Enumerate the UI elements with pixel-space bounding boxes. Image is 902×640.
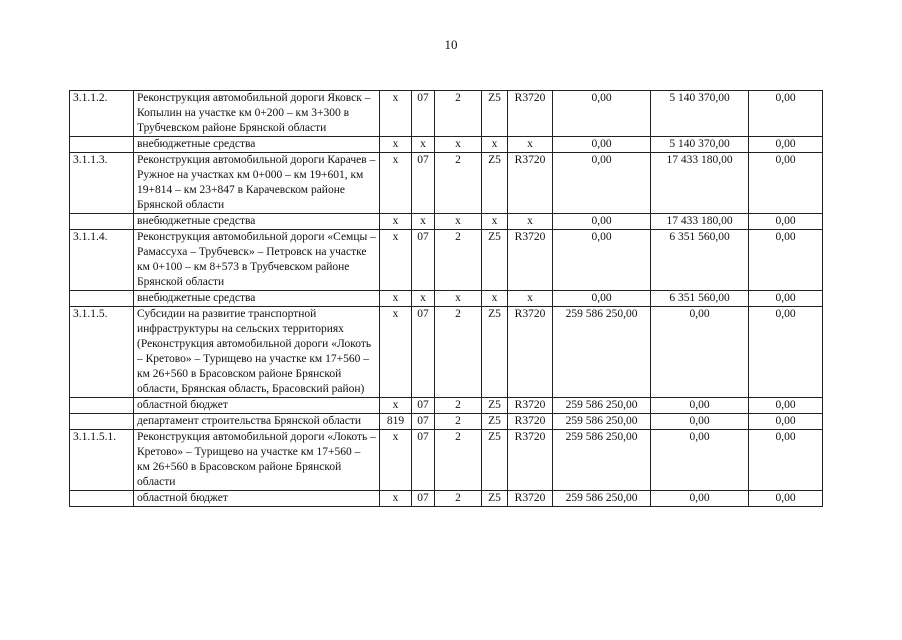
row-code: 3.1.1.5. — [70, 307, 134, 398]
row-section-code: x — [412, 214, 435, 230]
row-name: Реконструкция автомобильной дороги Яковск – Копылин на участке км 0+200 – км 3+300 в Трубчевском районе Брянской области — [134, 91, 380, 137]
row-section-code: 07 — [412, 430, 435, 491]
row-amount-year-1: 259 586 250,00 — [553, 491, 651, 507]
row-direction-code: R3720 — [508, 230, 553, 291]
row-direction-code: x — [508, 214, 553, 230]
row-name: внебюджетные средства — [134, 214, 380, 230]
row-name: внебюджетные средства — [134, 291, 380, 307]
row-amount-year-2: 17 433 180,00 — [651, 214, 749, 230]
table-row — [70, 430, 823, 491]
row-code — [70, 291, 134, 307]
row-subprogram-code: Z5 — [482, 230, 508, 291]
row-code — [70, 491, 134, 507]
row-amount-year-1: 0,00 — [553, 214, 651, 230]
row-program-code: x — [435, 137, 482, 153]
row-amount-year-3: 0,00 — [749, 491, 823, 507]
row-amount-year-2: 6 351 560,00 — [651, 291, 749, 307]
row-direction-code: R3720 — [508, 430, 553, 491]
row-admin-code: x — [380, 430, 412, 491]
row-program-code: 2 — [435, 398, 482, 414]
row-amount-year-3: 0,00 — [749, 307, 823, 398]
row-code — [70, 214, 134, 230]
row-direction-code: x — [508, 137, 553, 153]
row-direction-code: R3720 — [508, 307, 553, 398]
row-program-code: 2 — [435, 91, 482, 137]
row-amount-year-1: 0,00 — [553, 291, 651, 307]
table-row — [70, 230, 823, 291]
row-amount-year-3: 0,00 — [749, 414, 823, 430]
row-name: департамент строительства Брянской области — [134, 414, 380, 430]
row-subprogram-code: Z5 — [482, 414, 508, 430]
row-amount-year-3: 0,00 — [749, 398, 823, 414]
row-code: 3.1.1.2. — [70, 91, 134, 137]
row-name: Реконструкция автомобильной дороги «Семцы – Рамассуха – Трубчевск» – Петровск на участке км 0+100 – км 8+573 в Трубчевском районе Брянской области — [134, 230, 380, 291]
row-amount-year-3: 0,00 — [749, 137, 823, 153]
row-program-code: 2 — [435, 414, 482, 430]
row-code: 3.1.1.3. — [70, 153, 134, 214]
row-code — [70, 398, 134, 414]
row-name: Субсидии на развитие транспортной инфраструктуры на сельских территориях (Реконструкция автомобильной дороги «Локоть – Кретово» – Турищево на участке км 17+560 – км 26+560 в Брасовском районе Брянской области, Брянская область, Брасовский район) — [134, 307, 380, 398]
row-subprogram-code: Z5 — [482, 91, 508, 137]
row-amount-year-2: 0,00 — [651, 430, 749, 491]
table-row — [70, 414, 823, 430]
row-direction-code: R3720 — [508, 91, 553, 137]
row-subprogram-code: x — [482, 214, 508, 230]
table-row — [70, 491, 823, 507]
row-admin-code: x — [380, 153, 412, 214]
row-amount-year-2: 5 140 370,00 — [651, 137, 749, 153]
row-name: внебюджетные средства — [134, 137, 380, 153]
row-amount-year-3: 0,00 — [749, 91, 823, 137]
row-program-code: 2 — [435, 307, 482, 398]
row-direction-code: R3720 — [508, 398, 553, 414]
row-amount-year-2: 0,00 — [651, 414, 749, 430]
row-section-code: 07 — [412, 414, 435, 430]
table-row — [70, 307, 823, 398]
row-amount-year-1: 259 586 250,00 — [553, 307, 651, 398]
row-code — [70, 414, 134, 430]
row-admin-code: 819 — [380, 414, 412, 430]
row-amount-year-2: 0,00 — [651, 307, 749, 398]
table-body — [70, 91, 823, 507]
row-name: Реконструкция автомобильной дороги «Локоть – Кретово» – Турищево на участке км 17+560 – км 26+560 в Брасовском районе Брянской области — [134, 430, 380, 491]
row-amount-year-1: 0,00 — [553, 153, 651, 214]
row-subprogram-code: Z5 — [482, 430, 508, 491]
row-amount-year-2: 0,00 — [651, 398, 749, 414]
row-program-code: 2 — [435, 430, 482, 491]
row-section-code: 07 — [412, 153, 435, 214]
row-amount-year-1: 0,00 — [553, 91, 651, 137]
row-program-code: x — [435, 214, 482, 230]
row-name: областной бюджет — [134, 491, 380, 507]
row-direction-code: R3720 — [508, 414, 553, 430]
table-row — [70, 137, 823, 153]
row-section-code: 07 — [412, 398, 435, 414]
row-subprogram-code: x — [482, 291, 508, 307]
table-row — [70, 153, 823, 214]
row-section-code: 07 — [412, 91, 435, 137]
row-section-code: x — [412, 291, 435, 307]
row-amount-year-1: 259 586 250,00 — [553, 414, 651, 430]
row-admin-code: x — [380, 398, 412, 414]
budget-table — [69, 90, 823, 507]
row-amount-year-2: 5 140 370,00 — [651, 91, 749, 137]
row-amount-year-2: 17 433 180,00 — [651, 153, 749, 214]
row-amount-year-3: 0,00 — [749, 430, 823, 491]
row-section-code: 07 — [412, 230, 435, 291]
row-name: областной бюджет — [134, 398, 380, 414]
row-subprogram-code: Z5 — [482, 398, 508, 414]
row-amount-year-3: 0,00 — [749, 214, 823, 230]
row-amount-year-3: 0,00 — [749, 291, 823, 307]
row-subprogram-code: Z5 — [482, 153, 508, 214]
row-amount-year-1: 259 586 250,00 — [553, 398, 651, 414]
row-direction-code: x — [508, 291, 553, 307]
row-code: 3.1.1.5.1. — [70, 430, 134, 491]
row-admin-code: x — [380, 214, 412, 230]
row-admin-code: x — [380, 137, 412, 153]
row-admin-code: x — [380, 307, 412, 398]
row-section-code: x — [412, 137, 435, 153]
row-amount-year-1: 0,00 — [553, 137, 651, 153]
row-amount-year-1: 0,00 — [553, 230, 651, 291]
row-admin-code: x — [380, 91, 412, 137]
table-row — [70, 91, 823, 137]
row-amount-year-2: 6 351 560,00 — [651, 230, 749, 291]
row-amount-year-3: 0,00 — [749, 230, 823, 291]
row-subprogram-code: x — [482, 137, 508, 153]
row-code: 3.1.1.4. — [70, 230, 134, 291]
row-code — [70, 137, 134, 153]
row-section-code: 07 — [412, 491, 435, 507]
row-amount-year-1: 259 586 250,00 — [553, 430, 651, 491]
table-row — [70, 214, 823, 230]
row-amount-year-2: 0,00 — [651, 491, 749, 507]
page-number: 10 — [444, 37, 458, 52]
table-row — [70, 398, 823, 414]
row-section-code: 07 — [412, 307, 435, 398]
row-program-code: x — [435, 291, 482, 307]
row-program-code: 2 — [435, 230, 482, 291]
row-name: Реконструкция автомобильной дороги Карачев – Ружное на участках км 0+000 – км 19+601, км 19+814 – км 23+847 в Карачевском районе Брянской области — [134, 153, 380, 214]
row-program-code: 2 — [435, 491, 482, 507]
table-row — [70, 291, 823, 307]
row-program-code: 2 — [435, 153, 482, 214]
row-admin-code: x — [380, 491, 412, 507]
row-admin-code: x — [380, 291, 412, 307]
row-direction-code: R3720 — [508, 491, 553, 507]
row-subprogram-code: Z5 — [482, 491, 508, 507]
row-admin-code: x — [380, 230, 412, 291]
row-subprogram-code: Z5 — [482, 307, 508, 398]
row-direction-code: R3720 — [508, 153, 553, 214]
row-amount-year-3: 0,00 — [749, 153, 823, 214]
